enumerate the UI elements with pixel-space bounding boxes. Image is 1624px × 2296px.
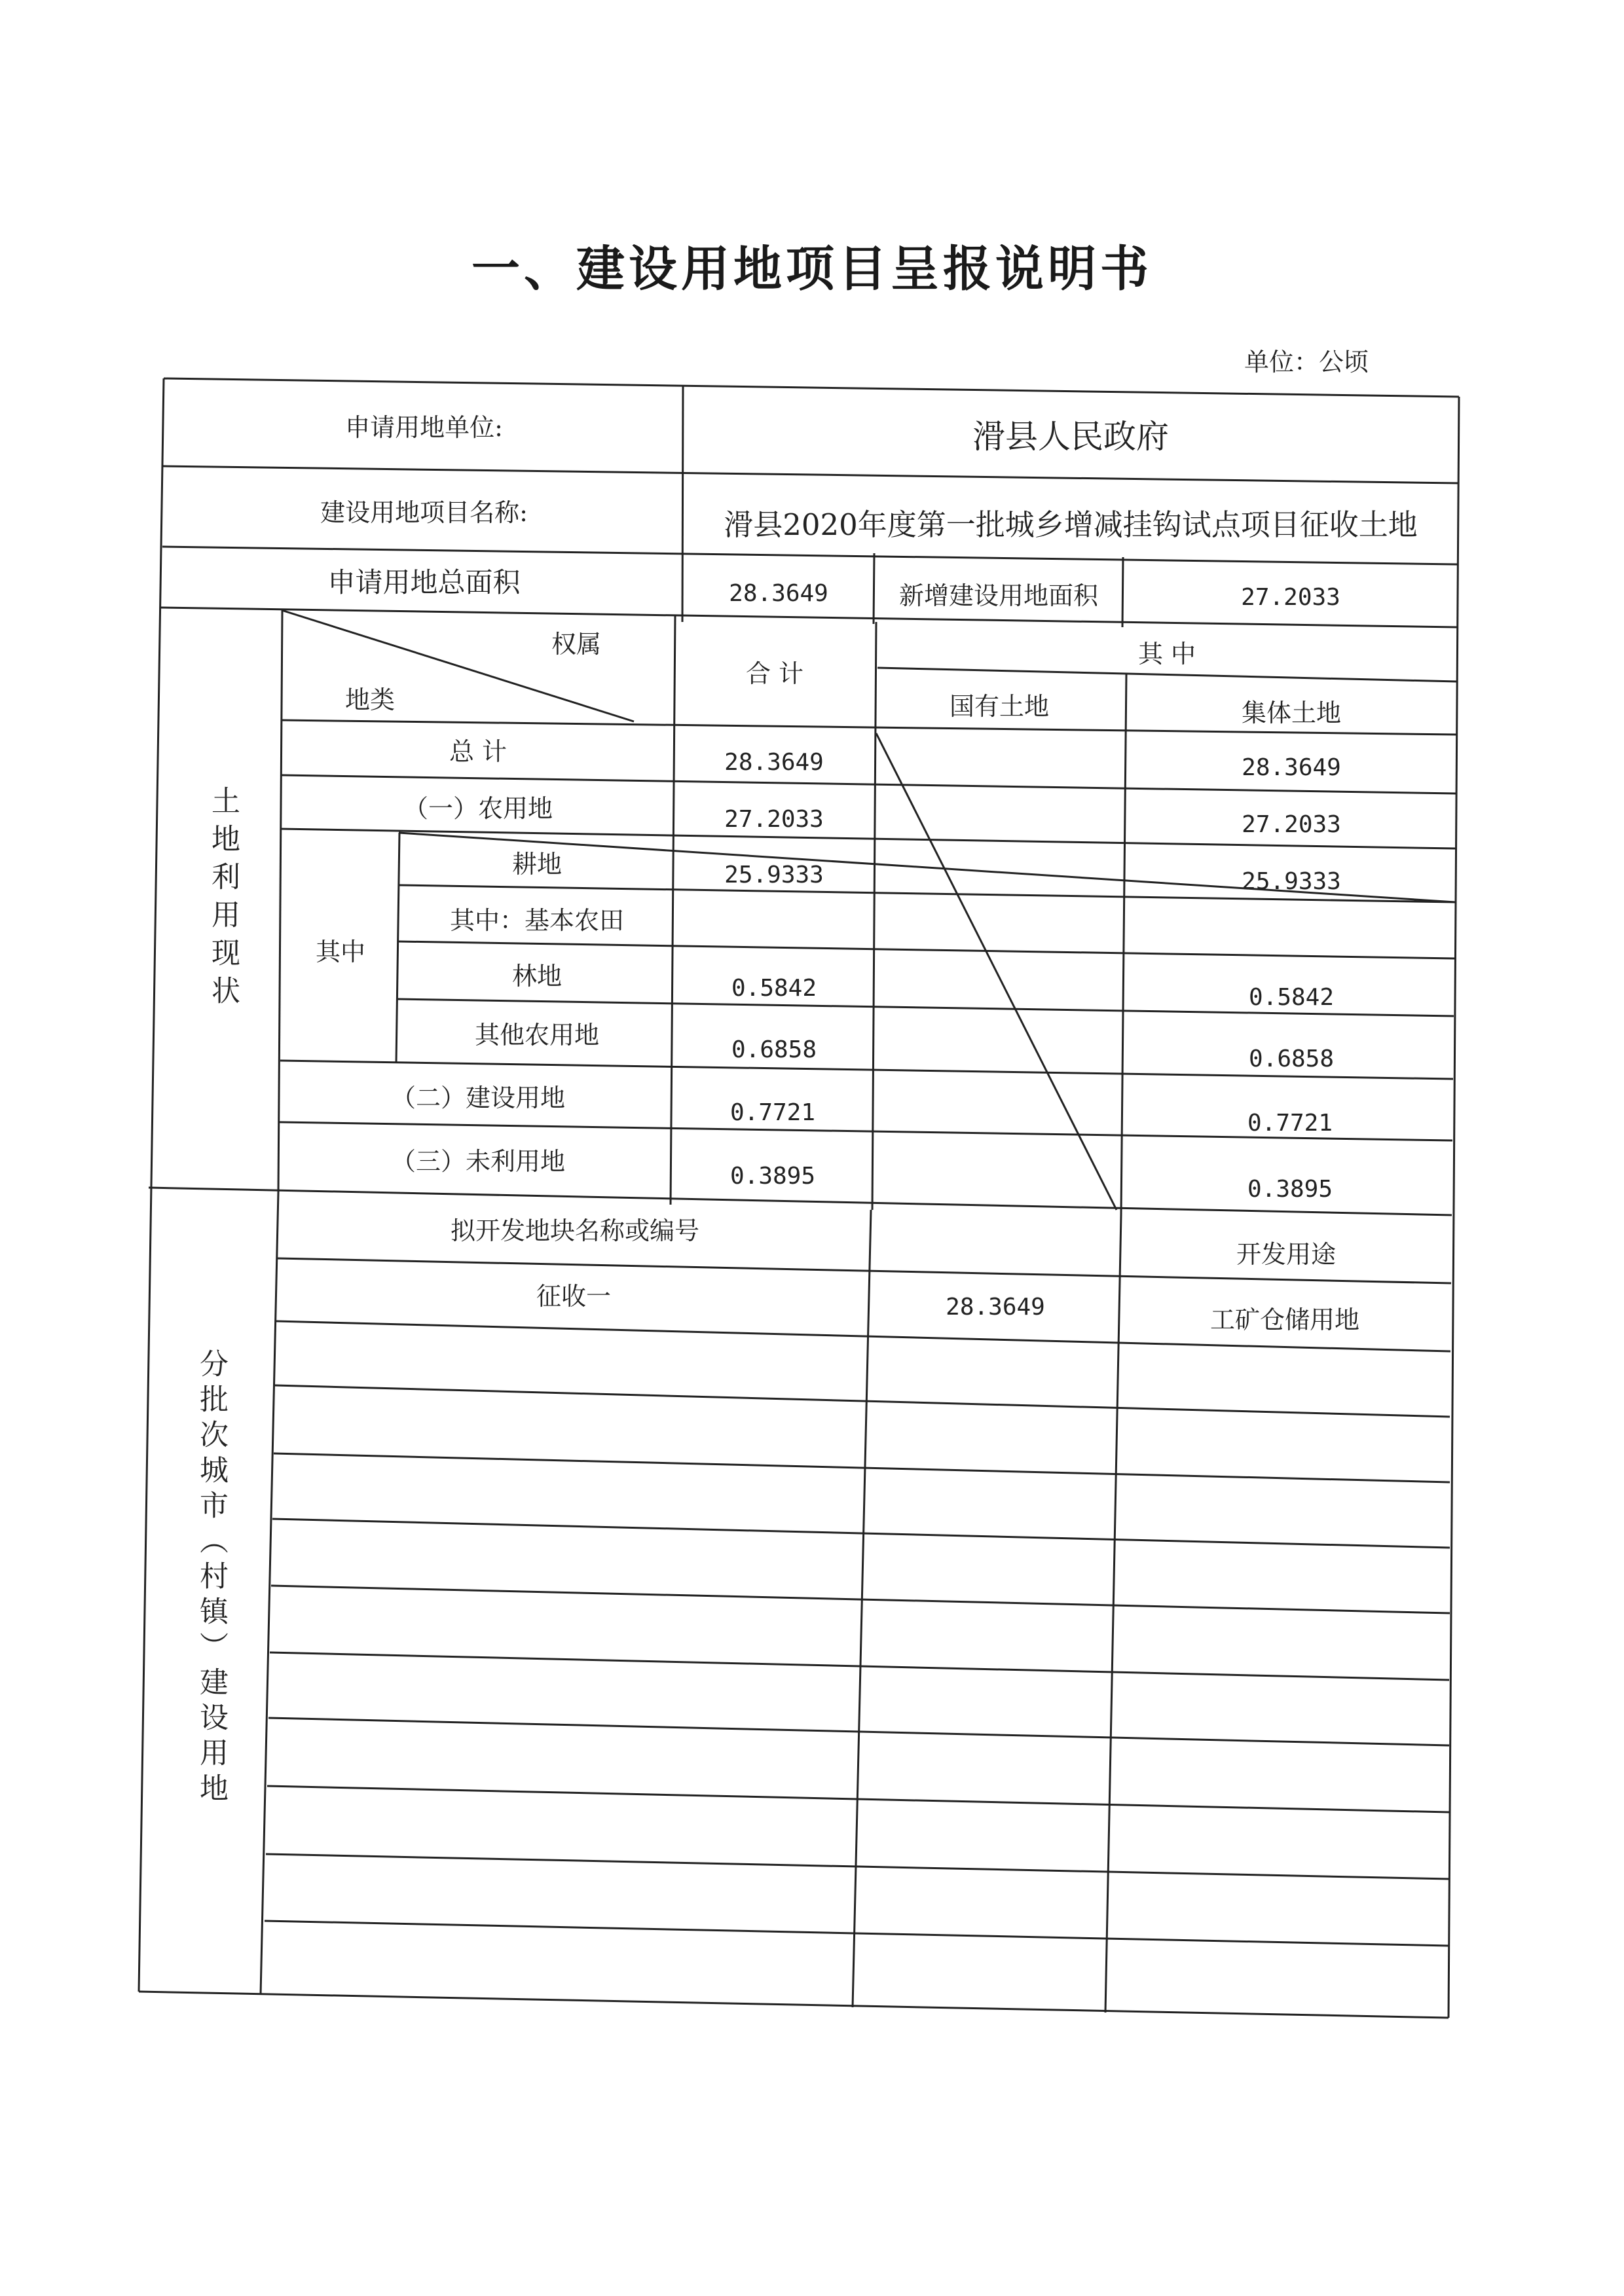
unit-label: 单位：公顷 — [1244, 348, 1369, 376]
document-title: 一、建设用地项目呈报说明书 — [471, 241, 1153, 297]
batch-side-label-text: 分批次城市（村镇）建设用地 — [194, 1349, 228, 1808]
row-collective-basic-farmland — [1126, 911, 1456, 964]
row-collective-total: 28.3649 — [1242, 754, 1341, 781]
land-status-side-label-text: 土地利用现状 — [206, 786, 240, 1013]
row-label-basic-farmland: 其中：基本农田 — [449, 905, 624, 935]
total-area-value: 28.3649 — [729, 579, 828, 607]
col-group-header: 其 中 — [1137, 639, 1196, 668]
row-label-construction: （二）建设用地 — [390, 1083, 565, 1112]
row-collective-unused: 0.3895 — [1247, 1175, 1333, 1203]
batch-row-area: 28.3649 — [946, 1293, 1045, 1321]
col-use-header: 开发用途 — [1236, 1239, 1336, 1269]
row-total-basic-farmland — [676, 905, 872, 957]
qizhong-label: 其中 — [315, 937, 365, 966]
batch-row-use: 工矿仓储用地 — [1209, 1305, 1359, 1334]
row-collective-cultivated: 25.9333 — [1242, 867, 1341, 895]
row-label-forest: 林地 — [511, 961, 562, 991]
row-label-agricultural: （一）农用地 — [403, 793, 553, 823]
project-name-value: 滑县2020年度第一批城乡增减挂钩试点项目征收土地 — [724, 507, 1418, 542]
row-total-unused: 0.3895 — [729, 1162, 816, 1190]
land-status-side-label — [196, 786, 249, 1013]
row-collective-forest: 0.5842 — [1248, 983, 1335, 1011]
col-parcel-name-header: 拟开发地块名称或编号 — [450, 1216, 699, 1245]
row-total-construction: 0.7721 — [729, 1099, 816, 1126]
row-label-total: 总 计 — [449, 737, 507, 766]
row-collective-other-agricultural: 0.6858 — [1248, 1045, 1335, 1072]
batch-side-label — [185, 1349, 237, 1808]
row-label-cultivated: 耕地 — [511, 849, 562, 879]
row-label-other-agricultural: 其他农用地 — [474, 1020, 599, 1049]
applicant-value: 滑县人民政府 — [972, 417, 1169, 456]
land-type-header: 地类 — [344, 685, 395, 714]
col-collective-land-header: 集体土地 — [1241, 698, 1341, 727]
applicant-label: 申请用地单位: — [345, 412, 503, 442]
row-total-total: 28.3649 — [724, 748, 824, 776]
col-state-land-header: 国有土地 — [949, 691, 1049, 721]
row-total-cultivated: 25.9333 — [724, 861, 824, 888]
row-total-forest: 0.5842 — [731, 974, 817, 1002]
row-total-agricultural: 27.2033 — [724, 805, 824, 833]
ownership-header: 权属 — [551, 629, 601, 659]
new-construction-area-value: 27.2033 — [1241, 583, 1340, 611]
col-total-header: 合 计 — [745, 659, 804, 688]
row-total-other-agricultural: 0.6858 — [731, 1036, 817, 1063]
new-construction-area-label: 新增建设用地面积 — [898, 581, 1098, 610]
total-area-label: 申请用地总面积 — [327, 566, 521, 598]
batch-row-name: 征收一 — [536, 1281, 611, 1311]
project-name-label: 建设用地项目名称: — [320, 498, 528, 527]
row-collective-construction: 0.7721 — [1247, 1109, 1333, 1137]
row-label-unused: （三）未利用地 — [390, 1146, 565, 1176]
row-collective-agricultural: 27.2033 — [1242, 811, 1341, 838]
